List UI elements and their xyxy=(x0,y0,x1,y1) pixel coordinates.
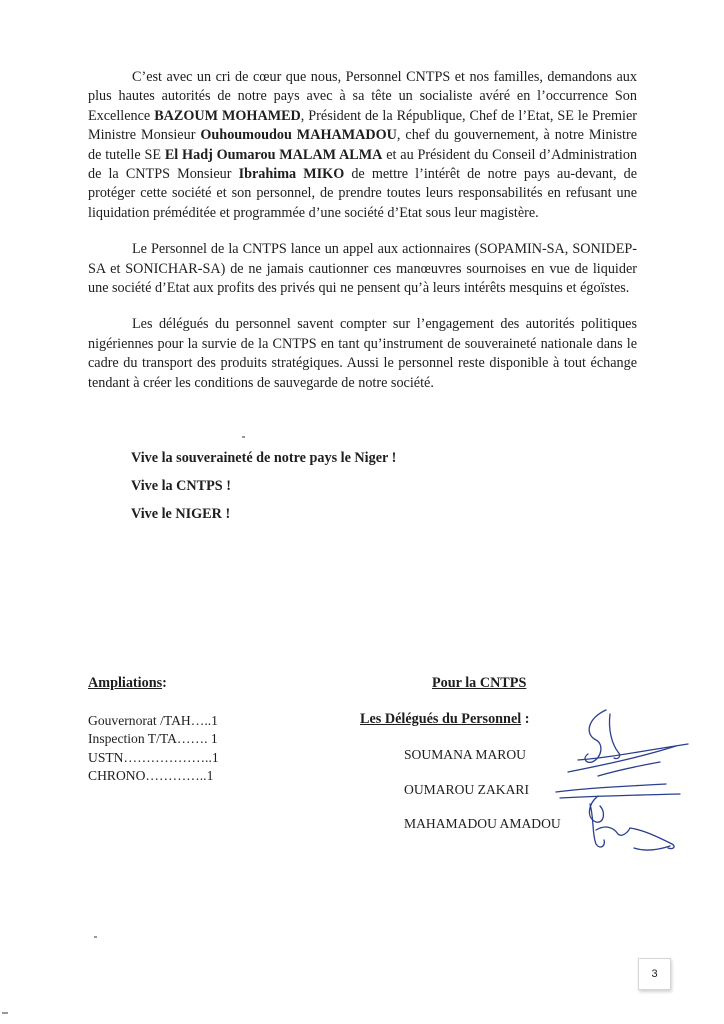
p1-text-4: et au Président du Conseil d’Administration de la CNTPS Monsieur xyxy=(88,146,638,183)
ampliation-item: USTN………………..1 xyxy=(88,749,219,765)
paragraph-appeal-authorities xyxy=(88,68,637,223)
scan-speck xyxy=(2,1012,8,1014)
signatory-names xyxy=(404,746,561,850)
p1-bold-minister: El Hadj Oumarou MALAM ALMA xyxy=(164,146,383,163)
signature-stroke xyxy=(596,827,630,835)
ampliation-item: CHRONO…………..1 xyxy=(88,768,214,784)
page-number: 3 xyxy=(638,958,671,990)
signature-stroke xyxy=(630,828,674,849)
p1-text-1: C’est avec un cri de cœur que nous, Personnel CNTPS et nos familles, demandons aux plus hautes autorités de notre pays avec à sa tête un socialiste avéré en l’occurrence Son Excellence xyxy=(88,69,637,124)
ampliations-list xyxy=(88,712,219,786)
delegates-heading xyxy=(360,711,529,728)
ampliations-heading xyxy=(88,675,167,692)
slogan-niger: Vive le NIGER ! xyxy=(131,506,231,522)
slogans xyxy=(131,449,396,533)
signatory-name: MAHAMADOU AMADOU xyxy=(404,816,561,831)
slogan-sovereignty: Vive la souveraineté de notre pays le Niger ! xyxy=(131,450,397,466)
signature-stroke xyxy=(585,710,606,762)
ampliation-item: Gouvernorat /TAH…..1 xyxy=(88,713,218,728)
ampliations-heading-label: Ampliations xyxy=(88,675,163,691)
p1-bold-prime-minister: Ouhoumoudou MAHAMADOU xyxy=(200,127,397,144)
paragraph-delegates: Les délégués du personnel savent compter sur l’engagement des autorités politiques nigériennes pour la survie de la CNTPS en tant qu’instrument de souveraineté nationale dans le cadre du transport des produits stratégiques. Aussi le personnel reste disponible à tout échange tendant à créer les conditions de sauvegarde de notre société. xyxy=(88,316,637,391)
scan-speck xyxy=(94,936,97,938)
signature-stroke xyxy=(634,846,670,850)
for-cntps-label: Pour la CNTPS xyxy=(432,675,527,691)
signature-stroke xyxy=(560,794,680,798)
delegates-heading-colon: : xyxy=(521,711,530,727)
scan-speck xyxy=(242,436,245,438)
signature-stroke xyxy=(609,714,619,759)
ampliation-item: Inspection T/TA……. 1 xyxy=(88,731,218,747)
handwritten-signatures xyxy=(548,700,698,870)
paragraph-appeal-shareholders: Le Personnel de la CNTPS lance un appel aux actionnaires (SOPAMIN-SA, SONIDEP-SA et SONICHAR-SA) de ne jamais cautionner ces manœuvres sournoises en vue de liquider une société d’Etat aux profits des privés qui ne pensent qu’à leurs intérêts mesquins et égoïstes. xyxy=(88,241,637,297)
p1-bold-board-president: Ibrahima MIKO xyxy=(238,166,345,183)
delegates-heading-label: Les Délégués du Personnel xyxy=(360,711,522,727)
letter-body xyxy=(88,68,637,393)
signature-stroke xyxy=(556,784,666,792)
p1-text-2: , Président de la République, Chef de l’Etat, SE le Premier Ministre Monsieur xyxy=(88,107,637,144)
slogan-cntps: Vive la CNTPS ! xyxy=(131,478,231,494)
signatory-name: OUMAROU ZAKARI xyxy=(404,781,529,797)
ampliations-heading-colon: : xyxy=(162,675,167,691)
p1-text-3: , chef du gouvernement, à notre Ministre de tutelle SE xyxy=(88,127,637,163)
signatory-name: SOUMANA MAROU xyxy=(404,747,526,762)
p1-bold-president: BAZOUM MOHAMED xyxy=(154,107,301,124)
p1-text-5: de mettre l’intérêt de notre pays au-devant, de protéger cette société et son personnel, de prendre toutes leurs responsabilités en refusant une liquidation préméditée et programmée d’une société d’Etat sous leur magistère. xyxy=(88,166,638,221)
